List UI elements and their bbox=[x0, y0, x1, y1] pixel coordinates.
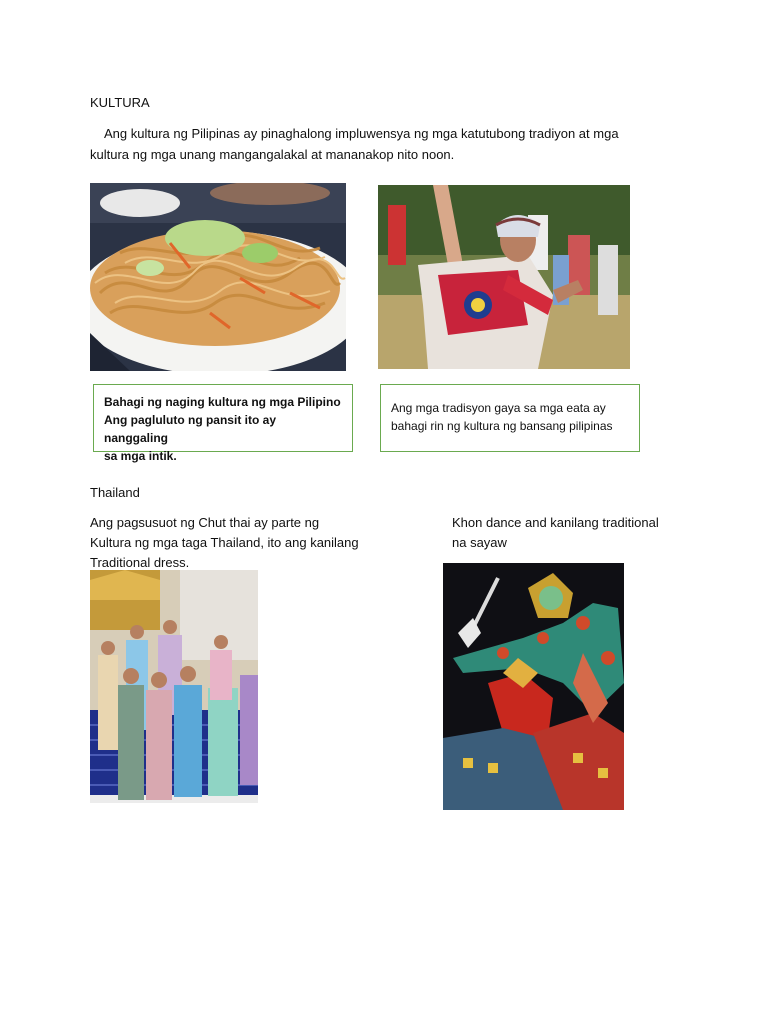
khon-dance-line-1: Khon dance and kanilang traditional bbox=[452, 515, 659, 530]
traditional-dancer-image bbox=[378, 185, 630, 369]
chut-thai-line-1: Ang pagsusuot ng Chut thai ay parte ng bbox=[90, 515, 320, 530]
khon-dance-line-2: na sayaw bbox=[452, 535, 507, 550]
chut-thai-line-2: Kultura ng mga taga Thailand, ito ang kanilang bbox=[90, 535, 359, 550]
intro-line-1: Ang kultura ng Pilipinas ay pinaghalong impluwensya ng mga katutubong tradiyon at mga bbox=[104, 126, 619, 141]
thailand-heading: Thailand bbox=[90, 485, 140, 500]
pansit-caption bbox=[93, 384, 353, 463]
chut-thai-image bbox=[90, 570, 258, 803]
pansit-caption-line-1: Bahagi ng naging kultura ng mga Pilipino bbox=[104, 395, 341, 409]
tradition-caption-line-2: bahagi rin ng kultura ng bansang pilipinas bbox=[391, 419, 613, 433]
pansit-image bbox=[90, 183, 346, 371]
tradition-caption-line-1: Ang mga tradisyon gaya sa mga eata ay bbox=[391, 401, 606, 415]
page-title: KULTURA bbox=[90, 95, 150, 110]
chut-thai-line-3: Traditional dress. bbox=[90, 555, 190, 570]
intro-line-2: kultura ng mga unang mangangalakal at mananakop nito noon. bbox=[90, 147, 455, 162]
khon-dance-text bbox=[452, 513, 712, 553]
intro-paragraph bbox=[90, 123, 690, 165]
tradition-caption bbox=[380, 384, 640, 452]
pansit-caption-line-2: Ang pagluluto ng pansit ito ay nanggaling bbox=[104, 413, 276, 445]
pansit-caption-line-3: sa mga intik. bbox=[104, 449, 177, 463]
chut-thai-text bbox=[90, 513, 390, 573]
khon-dance-image bbox=[443, 563, 624, 810]
